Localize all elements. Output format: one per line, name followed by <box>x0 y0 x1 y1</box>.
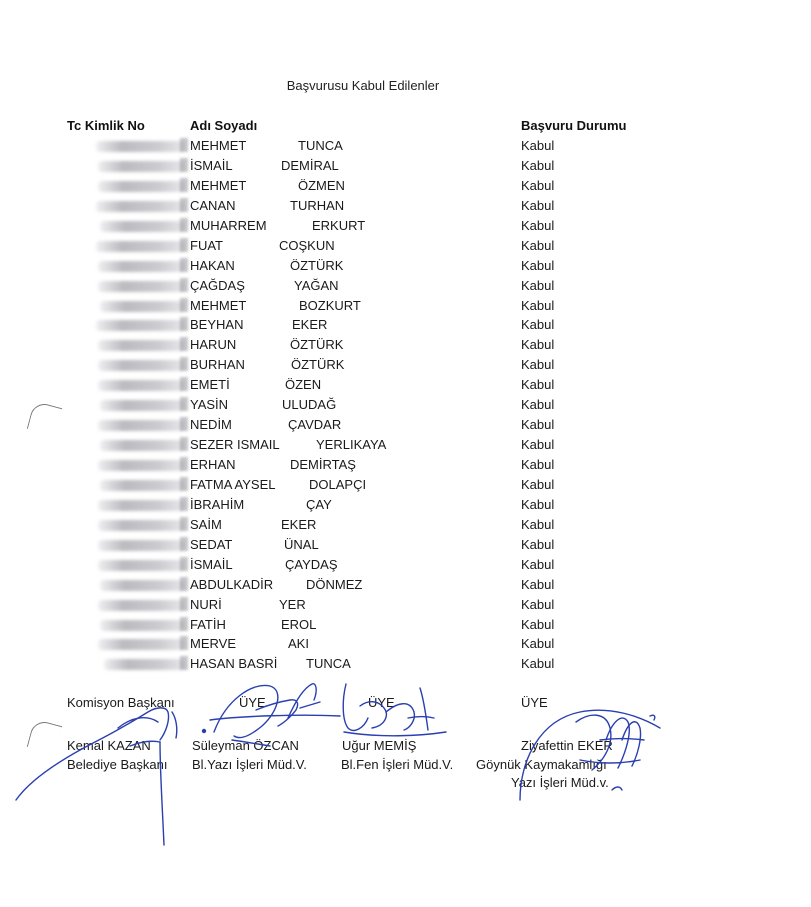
redacted-tc-number <box>98 261 184 272</box>
applicant-first-name: YASİN <box>190 397 229 413</box>
redacted-tc-digit <box>180 636 188 650</box>
application-status: Kabul <box>521 257 555 273</box>
redacted-tc-digit <box>180 477 188 491</box>
table-row <box>0 395 811 415</box>
applicant-first-name: SAİM <box>190 516 222 532</box>
applicant-last-name: ÖZEN <box>285 377 322 393</box>
redacted-tc-number <box>100 221 184 232</box>
table-row <box>0 236 811 256</box>
application-status: Kabul <box>521 616 555 632</box>
application-status: Kabul <box>521 197 555 213</box>
redacted-tc-number <box>98 420 184 431</box>
table-row <box>0 615 811 635</box>
punch-hole-mark <box>27 719 63 755</box>
table-row <box>0 455 811 475</box>
application-status: Kabul <box>521 377 555 393</box>
table-row <box>0 634 811 654</box>
redacted-tc-number <box>98 360 184 371</box>
applicant-last-name: TUNCA <box>306 656 351 672</box>
applicant-last-name: AKI <box>288 636 309 652</box>
applicant-first-name: ERHAN <box>190 457 236 472</box>
applicant-first-name: MEHMET <box>190 177 247 193</box>
table-row <box>0 475 811 495</box>
applicant-first-name: EMETİ <box>190 377 230 393</box>
redacted-tc-number <box>100 580 184 591</box>
application-status: Kabul <box>521 237 555 253</box>
table-row <box>0 276 811 296</box>
redacted-tc-number <box>98 281 184 292</box>
redacted-tc-digit <box>180 437 188 451</box>
commission-head-role: Komisyon Başkanı <box>67 695 175 710</box>
redacted-tc-digit <box>180 597 188 611</box>
application-status: Kabul <box>521 397 555 413</box>
applicant-last-name: ÖZTÜRK <box>291 357 345 373</box>
applicant-last-name: EKER <box>281 516 317 532</box>
applicant-last-name: DÖNMEZ <box>306 576 363 592</box>
applicant-first-name: ÇAĞDAŞ <box>190 277 245 293</box>
applicant-last-name: EROL <box>281 616 317 632</box>
table-row <box>0 196 811 216</box>
applicant-first-name: HAKAN <box>190 257 235 273</box>
member-2-name: Uğur MEMİŞ <box>342 738 417 753</box>
redacted-tc-number <box>100 301 184 312</box>
applicant-first-name: FUAT <box>190 237 223 253</box>
document-title: Başvurusu Kabul Edilenler <box>286 78 440 93</box>
redacted-tc-number <box>100 400 184 411</box>
redacted-tc-digit <box>180 577 188 591</box>
redacted-tc-digit <box>180 357 188 371</box>
application-status: Kabul <box>521 536 555 552</box>
application-status: Kabul <box>521 337 555 353</box>
table-row <box>0 495 811 515</box>
redacted-tc-digit <box>180 377 188 391</box>
member-3-name: Ziyafettin EKER <box>521 738 613 753</box>
applicant-first-name: SEDAT <box>190 536 233 552</box>
table-row <box>0 156 811 176</box>
redacted-tc-digit <box>180 617 188 631</box>
redacted-tc-digit <box>180 497 188 511</box>
applicant-last-name: TURHAN <box>290 197 345 213</box>
redacted-tc-digit <box>180 238 188 252</box>
redacted-tc-digit <box>180 397 188 411</box>
table-row <box>0 355 811 375</box>
redacted-tc-digit <box>180 278 188 292</box>
table-row <box>0 176 811 196</box>
applicant-last-name: DEMİRTAŞ <box>290 457 356 472</box>
redacted-tc-digit <box>180 417 188 431</box>
table-row <box>0 375 811 395</box>
redacted-tc-digit <box>180 317 188 331</box>
application-status: Kabul <box>521 476 555 492</box>
applicant-last-name: EKER <box>292 317 328 333</box>
redacted-tc-number <box>100 480 184 491</box>
table-row <box>0 136 811 156</box>
commission-head-name: Kemal KAZAN <box>67 738 151 753</box>
signature-member-1 <box>203 684 341 746</box>
member-2-title: Bl.Fen İşleri Müd.V. <box>341 757 454 772</box>
table-row <box>0 654 811 674</box>
redacted-tc-number <box>100 620 184 631</box>
application-status: Kabul <box>521 217 555 233</box>
table-row <box>0 216 811 236</box>
redacted-tc-number <box>98 520 184 531</box>
applicant-last-name: ERKURT <box>312 217 366 233</box>
table-row <box>0 595 811 615</box>
applicant-first-name: NEDİM <box>190 417 232 433</box>
redacted-tc-number <box>104 659 184 670</box>
application-status: Kabul <box>521 297 555 313</box>
table-row <box>0 296 811 316</box>
applicant-last-name: ÇAVDAR <box>288 417 342 433</box>
applicant-first-name: FATİH <box>190 616 226 632</box>
applicant-last-name: BOZKURT <box>299 297 361 313</box>
table-row <box>0 535 811 555</box>
redacted-tc-number <box>96 320 184 331</box>
applicant-last-name: DOLAPÇI <box>309 476 367 492</box>
redacted-tc-digit <box>180 656 188 670</box>
applicant-table <box>0 136 811 674</box>
redacted-tc-number <box>98 380 184 391</box>
application-status: Kabul <box>521 556 555 572</box>
applicant-first-name: BURHAN <box>190 357 245 373</box>
redacted-tc-digit <box>180 517 188 531</box>
redacted-tc-digit <box>180 198 188 212</box>
redacted-tc-digit <box>180 258 188 272</box>
member-3-role: ÜYE <box>521 695 548 710</box>
applicant-first-name: NURİ <box>190 596 222 612</box>
applicant-last-name: DEMİRAL <box>281 157 339 173</box>
member-1-title: Bl.Yazı İşleri Müd.V. <box>192 757 307 772</box>
applicant-first-name: MERVE <box>190 636 236 652</box>
applicant-last-name: ÇAY <box>306 496 332 512</box>
applicant-last-name: YERLIKAYA <box>316 437 387 453</box>
applicant-last-name: COŞKUN <box>279 237 335 253</box>
table-row <box>0 515 811 535</box>
redacted-tc-digit <box>180 218 188 232</box>
table-row <box>0 435 811 455</box>
redacted-tc-number <box>98 181 184 192</box>
application-status: Kabul <box>521 138 555 153</box>
application-status: Kabul <box>521 417 555 433</box>
redacted-tc-number <box>98 340 184 351</box>
applicant-first-name: HASAN BASRİ <box>190 656 278 672</box>
applicant-first-name: İSMAİL <box>190 157 233 173</box>
application-status: Kabul <box>521 496 555 512</box>
redacted-tc-digit <box>180 138 188 152</box>
column-header-name: Adı Soyadı <box>190 118 258 133</box>
redacted-tc-digit <box>180 178 188 192</box>
application-status: Kabul <box>521 457 555 472</box>
applicant-last-name: ÜNAL <box>284 536 319 552</box>
applicant-last-name: YER <box>279 596 306 612</box>
redacted-tc-number <box>100 440 184 451</box>
applicant-first-name: SEZER ISMAIL <box>190 437 280 453</box>
redacted-tc-digit <box>180 158 188 172</box>
redacted-tc-number <box>98 460 184 471</box>
redacted-tc-digit <box>180 337 188 351</box>
applicant-first-name: FATMA AYSEL <box>190 476 276 492</box>
commission-head-title: Belediye Başkanı <box>67 757 168 772</box>
table-row <box>0 335 811 355</box>
redacted-tc-number <box>98 600 184 611</box>
application-status: Kabul <box>521 357 555 373</box>
application-status: Kabul <box>521 157 555 173</box>
redacted-tc-number <box>96 241 184 252</box>
application-status: Kabul <box>521 516 555 532</box>
applicant-first-name: MEHMET <box>190 297 247 313</box>
table-row <box>0 415 811 435</box>
applicant-first-name: MUHARREM <box>190 217 267 233</box>
applicant-first-name: BEYHAN <box>190 317 244 333</box>
member-2-role: ÜYE <box>368 695 395 710</box>
table-row <box>0 315 811 335</box>
table-row <box>0 256 811 276</box>
applicant-first-name: İBRAHİM <box>190 496 245 512</box>
member-1-name: Süleyman ÖZCAN <box>192 738 299 753</box>
redacted-tc-number <box>98 639 184 650</box>
redacted-tc-digit <box>180 557 188 571</box>
application-status: Kabul <box>521 177 555 193</box>
application-status: Kabul <box>521 277 555 293</box>
application-status: Kabul <box>521 656 555 672</box>
table-row <box>0 555 811 575</box>
member-1-role: ÜYE <box>239 695 266 710</box>
redacted-tc-digit <box>180 537 188 551</box>
applicant-first-name: HARUN <box>190 337 237 353</box>
redacted-tc-number <box>96 141 184 152</box>
application-status: Kabul <box>521 576 555 592</box>
redacted-tc-number <box>98 540 184 551</box>
application-status: Kabul <box>521 317 555 333</box>
applicant-last-name: ÖZTÜRK <box>290 257 344 273</box>
redacted-tc-digit <box>180 457 188 471</box>
table-row <box>0 575 811 595</box>
redacted-tc-digit <box>180 298 188 312</box>
redacted-tc-number <box>98 560 184 571</box>
redacted-tc-number <box>98 161 184 172</box>
redacted-tc-number <box>96 201 184 212</box>
member-3-title-line2: Yazı İşleri Müd.v. <box>511 775 609 790</box>
column-header-status: Başvuru Durumu <box>521 118 627 133</box>
application-status: Kabul <box>521 636 555 652</box>
applicant-first-name: ABDULKADİR <box>190 576 274 592</box>
column-header-tc: Tc Kimlik No <box>67 118 145 133</box>
applicant-last-name: TUNCA <box>298 138 343 153</box>
applicant-last-name: ÖZMEN <box>298 177 345 193</box>
application-status: Kabul <box>521 596 555 612</box>
redacted-tc-number <box>98 500 184 511</box>
applicant-first-name: İSMAİL <box>190 556 233 572</box>
applicant-last-name: YAĞAN <box>294 277 339 293</box>
applicant-first-name: MEHMET <box>190 138 247 153</box>
application-status: Kabul <box>521 437 555 453</box>
applicant-last-name: ÖZTÜRK <box>290 337 344 353</box>
applicant-last-name: ÇAYDAŞ <box>285 556 338 572</box>
applicant-last-name: ULUDAĞ <box>282 397 337 413</box>
member-3-title: Göynük Kaymakamlığı <box>476 757 607 772</box>
applicant-first-name: CANAN <box>190 197 236 213</box>
